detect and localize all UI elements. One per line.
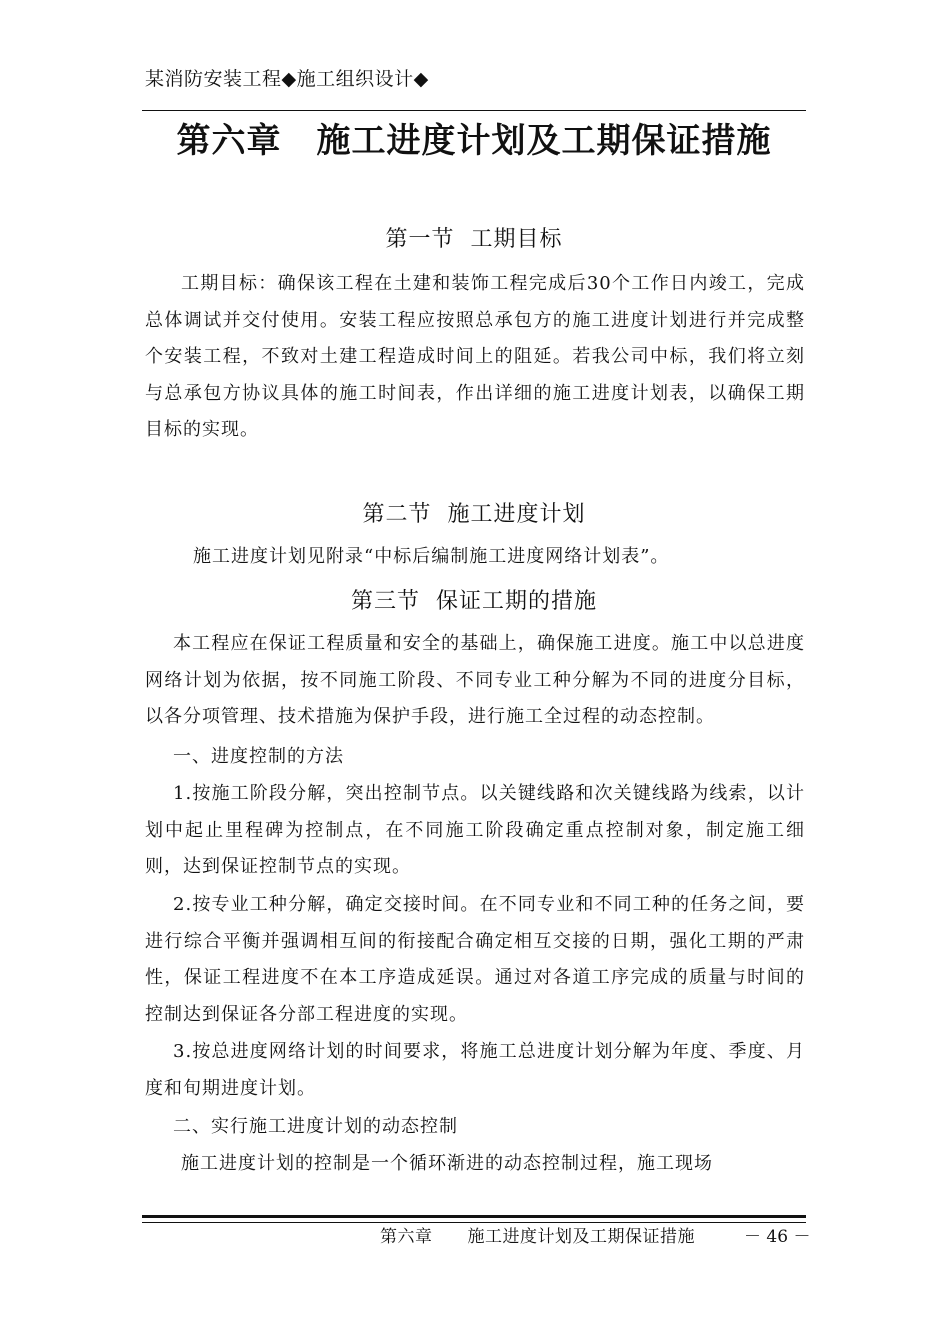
page-number: － 46 － <box>744 1227 811 1247</box>
section-heading-1: 第一节 工期目标 <box>385 227 563 252</box>
paragraph: 工期目标：确保该工程在土建和装饰工程完成后30个工作日内竣工，完成总体调试并交付使用。安装工程应按照总承包方的施工进度计划进行并完成整个安装工程，不致对土建工程造成时间上的阻延。若我公司中标，我们将立刻与总承包方协议具体的施工时间表，作出详细的施工进度计划表，以确保工期目标的实现。 <box>145 273 805 440</box>
chapter-title: 第六章 施工进度计划及工期保证措施 <box>176 121 772 161</box>
footer-chapter-label: 第六章 施工进度计划及工期保证措施 <box>380 1227 695 1247</box>
running-header: 某消防安装工程◆施工组织设计◆ <box>145 68 429 90</box>
footer-rule-thick <box>142 1215 806 1218</box>
footer-rule-thin <box>142 1222 806 1223</box>
paragraph: 施工进度计划的控制是一个循环渐进的动态控制过程，施工现场 <box>181 1153 713 1174</box>
paragraph: 本工程应在保证工程质量和安全的基础上，确保施工进度。施工中以总进度网络计划为依据，按不同施工阶段、不同专业工种分解为不同的进度分目标，以各分项管理、技术措施为保护手段，进行施工全过程的动态控制。 <box>145 633 805 727</box>
paragraph: 2.按专业工种分解，确定交接时间。在不同专业和不同工种的任务之间，要进行综合平衡并强调相互间的衔接配合确定相互交接的日期，强化工期的严肃性，保证工程进度不在本工序造成延误。通过对各道工序完成的质量与时间的控制达到保证各分部工程进度的实现。 <box>145 894 805 1025</box>
header-rule <box>142 110 806 111</box>
section-heading-2: 第二节 施工进度计划 <box>362 502 586 527</box>
paragraph: 3.按总进度网络计划的时间要求，将施工总进度计划分解为年度、季度、月度和旬期进度计划。 <box>145 1041 805 1099</box>
paragraph: 1.按施工阶段分解，突出控制节点。以关键线路和次关键线路为线索，以计划中起止里程碑为控制点，在不同施工阶段确定重点控制对象，制定施工细则，达到保证控制节点的实现。 <box>145 783 805 877</box>
subheading-1: 一、进度控制的方法 <box>173 746 344 767</box>
subheading-2: 二、实行施工进度计划的动态控制 <box>173 1116 458 1137</box>
section-heading-3: 第三节 保证工期的措施 <box>351 589 597 614</box>
paragraph: 施工进度计划见附录“中标后编制施工进度网络计划表”。 <box>193 546 670 567</box>
